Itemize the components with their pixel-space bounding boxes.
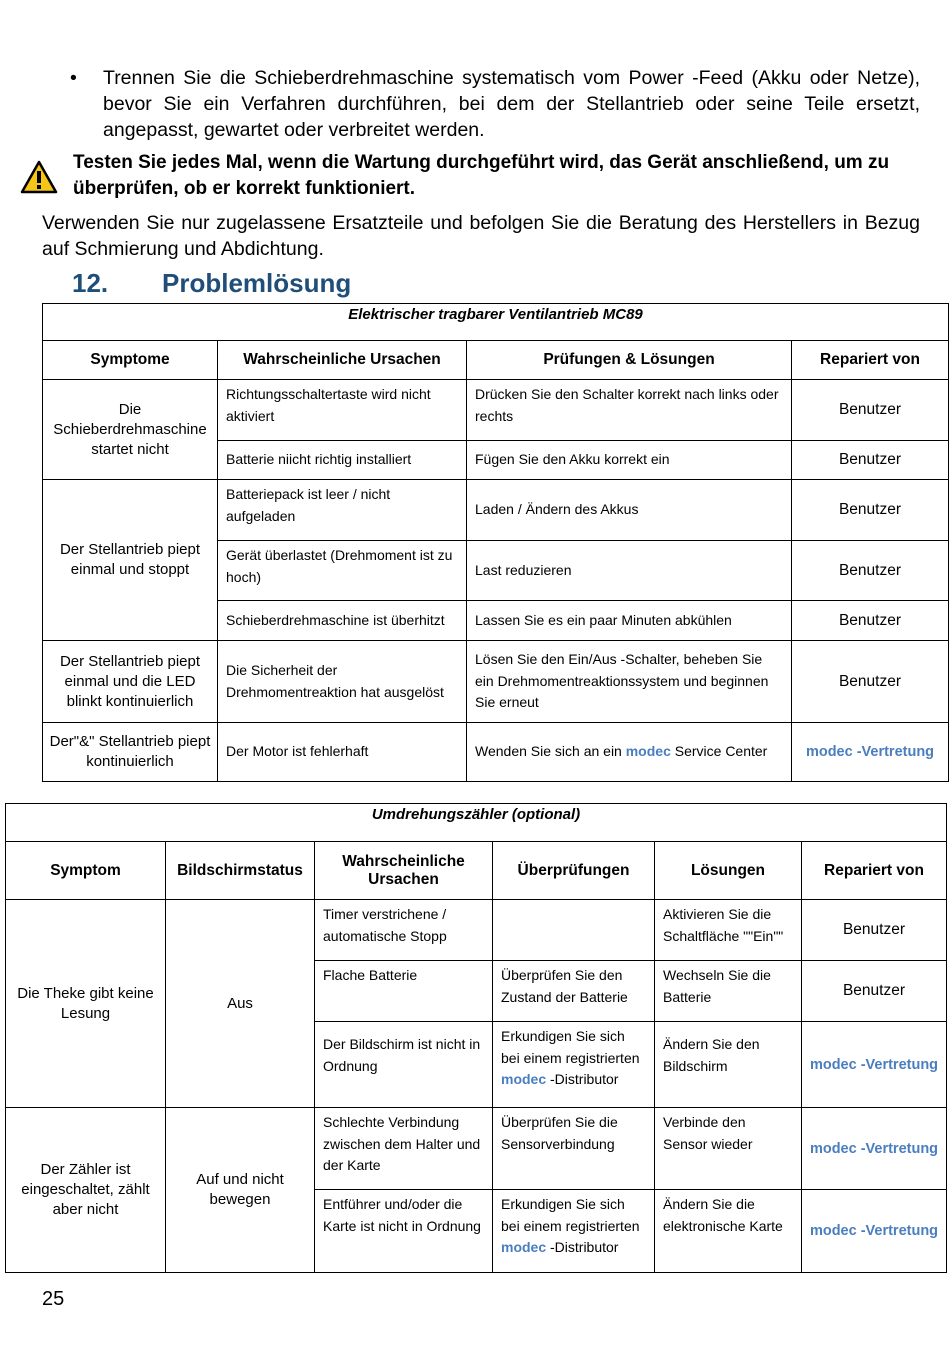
column-header: Wahrscheinliche Ursachen (315, 842, 493, 900)
modec-brand: modec (625, 743, 671, 760)
symptom-cell: Die Schieberdrehmaschine startet nicht (43, 380, 218, 480)
table-row (43, 480, 949, 541)
table-row (6, 900, 947, 961)
cause-cell: Der Motor ist fehlerhaft (218, 723, 467, 782)
repair-cell: Benutzer (792, 601, 949, 641)
solution-cell: Verbinde den Sensor wieder (655, 1108, 802, 1190)
cause-cell: Entführer und/oder die Karte ist nicht in Ordnung (315, 1190, 493, 1273)
table-title: Umdrehungszähler (optional) (6, 804, 947, 842)
warning-triangle-icon (20, 160, 58, 194)
cause-cell: Gerät überlastet (Drehmoment ist zu hoch) (218, 541, 467, 601)
cause-cell: Richtungsschaltertaste wird nicht aktiviert (218, 380, 467, 441)
repair-cell: Benutzer (792, 480, 949, 541)
cause-cell: Batterie niicht richtig installiert (218, 441, 467, 480)
solution-cell (467, 723, 792, 782)
section-heading (72, 268, 351, 299)
check-text: -Distributor (546, 1071, 619, 1087)
repair-cell: modec -Vertretung (792, 723, 949, 782)
cause-cell: Schieberdrehmaschine ist überhitzt (218, 601, 467, 641)
modec-brand: modec (501, 1071, 547, 1087)
troubleshooting-table-actuator (42, 303, 949, 782)
solution-cell: Fügen Sie den Akku korrekt ein (467, 441, 792, 480)
troubleshooting-table-counter (5, 803, 947, 1273)
modec-brand: modec (501, 1239, 547, 1255)
column-header: Wahrscheinliche Ursachen (218, 341, 467, 380)
check-text: Erkundigen Sie sich bei einem registrierten (501, 1028, 640, 1066)
bullet-marker: • (70, 67, 77, 89)
column-header: Symptom (6, 842, 166, 900)
check-text: -Distributor (546, 1239, 619, 1255)
intro-paragraph: Verwenden Sie nur zugelassene Ersatzteile und befolgen Sie die Beratung des Herstellers in Bezug auf Schmierung und Abdichtung. (42, 212, 920, 260)
status-cell: Auf und nicht bewegen (166, 1108, 315, 1273)
solution-cell: Wechseln Sie die Batterie (655, 961, 802, 1022)
repair-cell: modec -Vertretung (802, 1108, 947, 1190)
column-header: Prüfungen & Lösungen (467, 341, 792, 380)
check-cell: Überprüfen Sie die Sensorverbindung (493, 1108, 655, 1190)
cause-cell: Flache Batterie (315, 961, 493, 1022)
column-header: Repariert von (792, 341, 949, 380)
repair-cell: Benutzer (792, 541, 949, 601)
solution-text: Wenden Sie sich an ein (475, 743, 626, 760)
warning-block (20, 150, 920, 202)
column-header: Lösungen (655, 842, 802, 900)
repair-cell: modec -Vertretung (802, 1022, 947, 1108)
column-header: Bildschirmstatus (166, 842, 315, 900)
solution-cell: Drücken Sie den Schalter korrekt nach links oder rechts (467, 380, 792, 441)
check-cell (493, 900, 655, 961)
status-cell: Aus (166, 900, 315, 1108)
repair-cell: Benutzer (792, 380, 949, 441)
symptom-cell: Der"&" Stellantrieb piept kontinuierlich (43, 723, 218, 782)
solution-cell: Aktivieren Sie die Schaltfläche ""Ein"" (655, 900, 802, 961)
symptom-cell: Der Zähler ist eingeschaltet, zählt aber nicht (6, 1108, 166, 1273)
solution-cell: Last reduzieren (467, 541, 792, 601)
solution-cell: Lösen Sie den Ein/Aus -Schalter, beheben Sie ein Drehmomentreaktionssystem und beginnen Sie erneut (467, 641, 792, 723)
check-cell: Überprüfen Sie den Zustand der Batterie (493, 961, 655, 1022)
solution-text: Service Center (670, 743, 768, 760)
bullet-text: Trennen Sie die Schieberdrehmaschine systematisch vom Power -Feed (Akku oder Netze), bevor Sie ein Verfahren durchführen, bei dem der Stellantrieb oder seine Teile ersetzt, angepasst, gewartet oder verbreitet werden. (103, 67, 920, 141)
symptom-cell: Der Stellantrieb piept einmal und die LED blinkt kontinuierlich (43, 641, 218, 723)
symptom-cell: Der Stellantrieb piept einmal und stoppt (43, 480, 218, 641)
table-row (43, 723, 949, 782)
repair-cell: Benutzer (802, 900, 947, 961)
solution-cell: Lassen Sie es ein paar Minuten abkühlen (467, 601, 792, 641)
cause-cell: Schlechte Verbindung zwischen dem Halter und der Karte (315, 1108, 493, 1190)
warning-text: Testen Sie jedes Mal, wenn die Wartung durchgeführt wird, das Gerät anschließend, um zu überprüfen, ob er korrekt funktioniert. (73, 152, 890, 199)
section-title: Problemlösung (162, 268, 352, 298)
repair-cell: Benutzer (792, 441, 949, 480)
symptom-cell: Die Theke gibt keine Lesung (6, 900, 166, 1108)
repair-cell: Benutzer (802, 961, 947, 1022)
column-header: Überprüfungen (493, 842, 655, 900)
repair-cell: Benutzer (792, 641, 949, 723)
cause-cell: Timer verstrichene / automatische Stopp (315, 900, 493, 961)
column-header: Symptome (43, 341, 218, 380)
check-cell (493, 1022, 655, 1108)
cause-cell: Der Bildschirm ist nicht in Ordnung (315, 1022, 493, 1108)
column-header: Repariert von (802, 842, 947, 900)
table-row (43, 380, 949, 441)
check-cell (493, 1190, 655, 1273)
section-number: 12. (72, 268, 109, 298)
check-text: Erkundigen Sie sich bei einem registrierten (501, 1196, 640, 1234)
repair-cell: modec -Vertretung (802, 1190, 947, 1273)
page-number: 25 (42, 1288, 65, 1310)
cause-cell: Batteriepack ist leer / nicht aufgeladen (218, 480, 467, 541)
bullet-item (70, 65, 920, 143)
table-title: Elektrischer tragbarer Ventilantrieb MC89 (43, 304, 949, 341)
cause-cell: Die Sicherheit der Drehmomentreaktion hat ausgelöst (218, 641, 467, 723)
solution-cell: Ändern Sie die elektronische Karte (655, 1190, 802, 1273)
table-row (6, 1108, 947, 1190)
solution-cell: Laden / Ändern des Akkus (467, 480, 792, 541)
solution-cell: Ändern Sie den Bildschirm (655, 1022, 802, 1108)
table-row (43, 641, 949, 723)
